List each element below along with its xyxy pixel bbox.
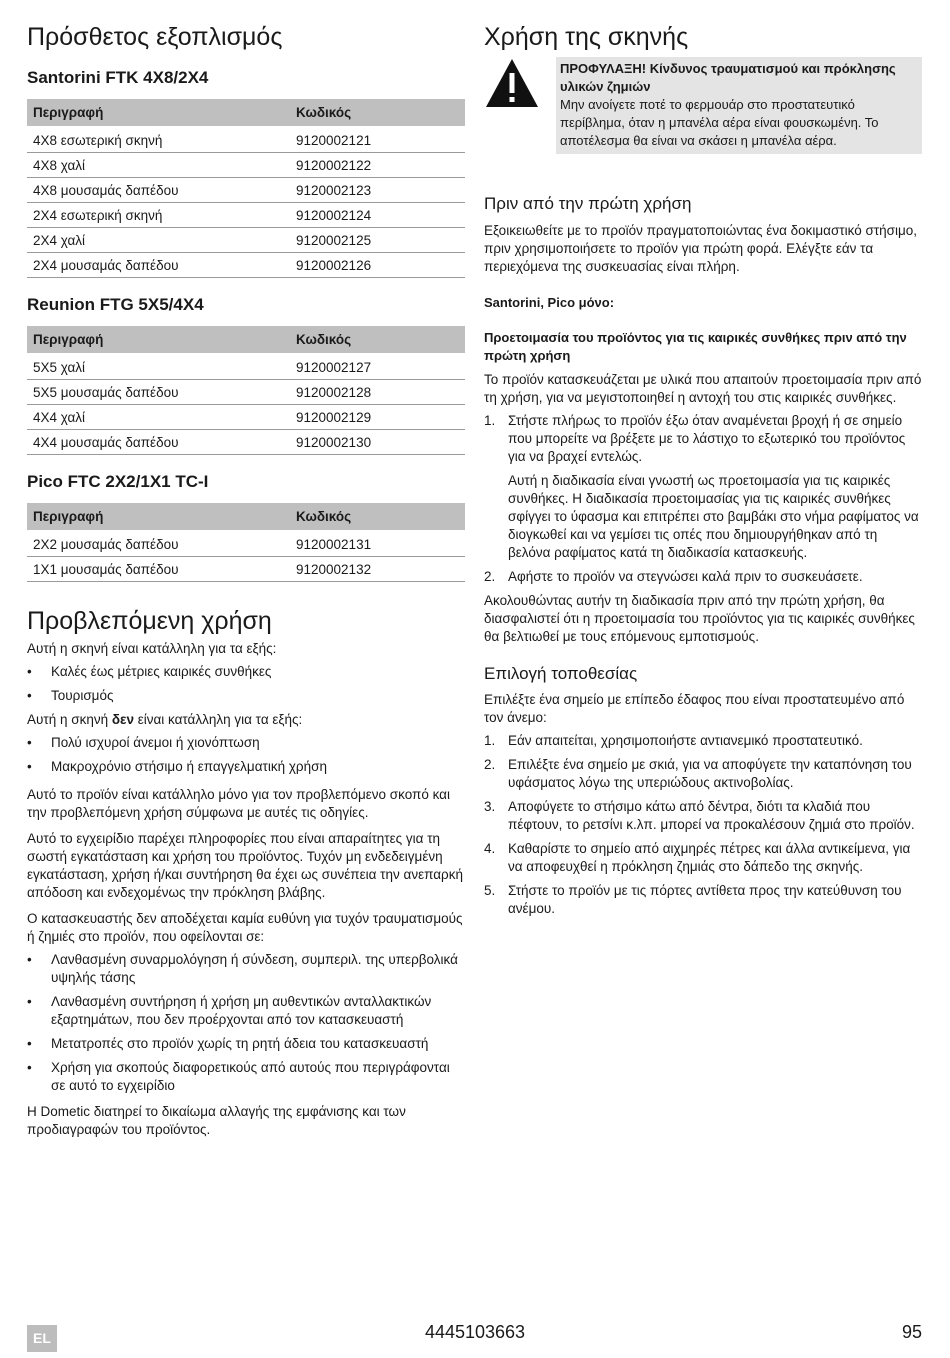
cell-code: 9120002128 <box>290 380 465 405</box>
list-item: • Πολύ ισχυροί άνεμοι ή χιονόπτωση <box>27 734 465 752</box>
accessory-table-santorini <box>27 99 465 278</box>
table-row <box>27 430 465 455</box>
column-header-code: Κωδικός <box>290 99 465 127</box>
step-text: Αποφύγετε το στήσιμο κάτω από δέντρα, διότι τα κλαδιά που πέφτουν, το ρετσίνι κ.λπ. μπορεί να προκαλέσουν ζημιά στο προϊόν. <box>508 799 915 832</box>
table-row <box>27 153 465 178</box>
cell-description: 4X8 εσωτερική σκηνή <box>27 127 290 153</box>
step-text: Επιλέξτε ένα σημείο με σκιά, για να αποφύγετε την καταπόνηση του υφάσματος λόγω της υπεριώδους ακτινοβολίας. <box>508 757 912 790</box>
table-row <box>27 228 465 253</box>
prep-title: Προετοιμασία του προϊόντος για τις καιρικές συνθήκες πριν από την πρώτη χρήση <box>484 330 907 363</box>
step-text: Καθαρίστε το σημείο από αιχμηρές πέτρες και άλλα αντικείμενα, για να αποφευχθεί η πρόκληση ζημιάς στο δάπεδο της σκηνής. <box>508 841 911 874</box>
step-text: Εάν απαιτείται, χρησιμοποιήστε αντιανεμικό προστατευτικό. <box>508 733 863 748</box>
accessories-title: Πρόσθετος εξοπλισμός <box>27 23 283 51</box>
not-suitable-intro: Αυτή η σκηνή δεν είναι κατάλληλη για τα εξής: <box>27 712 303 727</box>
cell-description: 2X4 εσωτερική σκηνή <box>27 203 290 228</box>
column-header-code: Κωδικός <box>290 503 465 531</box>
page-number: 95 <box>901 1322 922 1342</box>
cell-code: 9120002129 <box>290 405 465 430</box>
column-header-description: Περιγραφή <box>27 326 290 354</box>
left-column <box>27 0 465 1139</box>
language-badge: EL <box>27 1325 57 1352</box>
step-item <box>484 732 922 750</box>
table-title: Reunion FTG 5X5/4X4 <box>27 295 204 314</box>
location-intro: Επιλέξτε ένα σημείο με επίπεδο έδαφος που είναι προστατευμένο από τον άνεμο: <box>484 692 905 725</box>
liability-list <box>27 951 465 1095</box>
purpose-paragraph: Αυτό το προϊόν είναι κατάλληλο μόνο για τον προβλεπόμενο σκοπό και την προβλεπόμενη χρήση σύμφωνα με αυτές τις οδηγίες. <box>27 787 450 820</box>
warning-heading: ΠΡΟΦΥΛΑΞΗ! Κίνδυνος τραυματισμού και πρόκλησης υλικών ζημιών <box>560 61 896 94</box>
intended-use-title: Προβλεπόμενη χρήση <box>27 607 272 635</box>
table-row <box>27 203 465 228</box>
step-text: Στήστε πλήρως το προϊόν έξω όταν αναμένεται βροχή ή σε σημείο που μπορείτε να βρέξετε με το λάστιχο το εξωτερικό του προϊόντος για να βραχεί εντελώς. <box>508 413 906 464</box>
cell-code: 9120002125 <box>290 228 465 253</box>
step-number: 1. <box>484 733 496 748</box>
accessory-table-reunion <box>27 326 465 455</box>
cell-description: 4X8 μουσαμάς δαπέδου <box>27 178 290 203</box>
cell-description: 4X8 χαλί <box>27 153 290 178</box>
warning-text: Μην ανοίγετε ποτέ το φερμουάρ στο προστατευτικό περίβλημα, όταν η μπανέλα αέρα είναι φουσκωμένη. Το αποτέλεσμα θα είναι να σκάσει η μπανέλα αέρα. <box>560 97 879 148</box>
table-title: Pico FTC 2X2/1X1 TC-I <box>27 472 209 491</box>
table-row <box>27 531 465 557</box>
liability-paragraph: Ο κατασκευαστής δεν αποδέχεται καμία ευθύνη για τυχόν τραυματισμούς ή ζημιές στο προϊόν, που οφείλονται σε: <box>27 911 463 944</box>
first-use-paragraph: Εξοικειωθείτε με το προϊόν πραγματοποιώντας ένα δοκιμαστικό στήσιμο, πριν χρησιμοποιήσετε το προϊόν για πρώτη φορά. Ελέγξτε εάν τα περιεχόμενα της συσκευασίας είναι πλήρη. <box>484 223 918 274</box>
cell-description: 5X5 μουσαμάς δαπέδου <box>27 380 290 405</box>
list-item: • Χρήση για σκοπούς διαφορετικούς από αυτούς που περιγράφονται σε αυτό το εγχειρίδιο <box>27 1059 465 1095</box>
column-header-description: Περιγραφή <box>27 503 290 531</box>
prep-after-paragraph: Ακολουθώντας αυτήν τη διαδικασία πριν από την πρώτη χρήση, θα διασφαλιστεί ότι η προετοιμασία του προϊόντος για τις καιρικές συνθήκες θα βελτιωθεί με τους επόμενους εμποτισμούς. <box>484 593 915 644</box>
list-item: • Λανθασμένη συντήρηση ή χρήση μη αυθεντικών ανταλλακτικών εξαρτημάτων, που δεν προέρχονται από τον κατασκευαστή <box>27 993 465 1029</box>
table-row <box>27 178 465 203</box>
right-column <box>484 0 922 916</box>
step-extra-text: Αυτή η διαδικασία είναι γνωστή ως προετοιμασία για τις καιρικές συνθήκες. Η διαδικασία προετοιμασίας για τις καιρικές συνθήκες σφίγγει το ύφασμα και επιτρέπει στο βαμβάκι στο νήμα ραφίματος να διογκωθεί και να γεμίσει τις οπές που δημιουργήθηκαν από τη βελόνα ραφίματος κατά τη διαδικασία κατασκευής. <box>508 473 919 560</box>
step-item <box>484 798 922 834</box>
list-item: • Τουρισμός <box>27 687 465 705</box>
step-text: Αφήστε το προϊόν να στεγνώσει καλά πριν το συσκευάσετε. <box>508 569 863 584</box>
cell-description: 4X4 χαλί <box>27 405 290 430</box>
step-item <box>484 882 922 918</box>
step-number: 2. <box>484 757 496 772</box>
table-row <box>27 253 465 278</box>
cell-code: 9120002130 <box>290 430 465 455</box>
table-row <box>27 380 465 405</box>
not-suitable-list <box>27 734 465 776</box>
cell-code: 9120002121 <box>290 127 465 153</box>
prep-paragraph: Το προϊόν κατασκευάζεται με υλικά που απαιτούν προετοιμασία πριν από τη χρήση, για να μεγιστοποιηθεί η αντοχή του στις καιρικές συνθήκες. <box>484 372 922 405</box>
column-header-description: Περιγραφή <box>27 99 290 127</box>
step-item <box>484 412 922 562</box>
suitable-intro: Αυτή η σκηνή είναι κατάλληλη για τα εξής: <box>27 641 277 656</box>
rights-paragraph: Η Dometic διατηρεί το δικαίωμα αλλαγής της εμφάνισης και των προδιαγραφών του προϊόντος. <box>27 1104 406 1137</box>
table-row <box>27 557 465 582</box>
table-title: Santorini FTK 4X8/2X4 <box>27 68 209 87</box>
step-text: Στήστε το προϊόν με τις πόρτες αντίθετα προς την κατεύθυνση του ανέμου. <box>508 883 902 916</box>
list-item: • Μετατροπές στο προϊόν χωρίς τη ρητή άδεια του κατασκευαστή <box>27 1035 465 1053</box>
step-number: 1. <box>484 413 496 428</box>
document-number: 4445103663 <box>424 1322 526 1342</box>
list-item: • Λανθασμένη συναρμολόγηση ή σύνδεση, συμπεριλ. της υπερβολικά υψηλής τάσης <box>27 951 465 987</box>
cell-description: 4X4 μουσαμάς δαπέδου <box>27 430 290 455</box>
cell-code: 9120002123 <box>290 178 465 203</box>
table-body <box>27 354 465 455</box>
column-header-code: Κωδικός <box>290 326 465 354</box>
cell-code: 9120002126 <box>290 253 465 278</box>
prep-steps <box>484 412 922 586</box>
cell-description: 2X4 μουσαμάς δαπέδου <box>27 253 290 278</box>
table-body <box>27 127 465 278</box>
right-content <box>484 193 922 924</box>
accessory-table-pico <box>27 503 465 582</box>
list-item: • Καλές έως μέτριες καιρικές συνθήκες <box>27 663 465 681</box>
cell-description: 1X1 μουσαμάς δαπέδου <box>27 557 290 582</box>
cell-code: 9120002124 <box>290 203 465 228</box>
step-number: 5. <box>484 883 496 898</box>
warning-box <box>556 57 922 154</box>
table-body <box>27 531 465 582</box>
step-item <box>484 756 922 792</box>
location-steps <box>484 732 922 918</box>
cell-code: 9120002127 <box>290 354 465 380</box>
warning-block <box>484 57 922 157</box>
manual-paragraph: Αυτό το εγχειρίδιο παρέχει πληροφορίες που είναι απαραίτητες για τη σωστή εγκατάσταση και χρήση του προϊόντος. Τυχόν μη ενδεδειγμένη εγκατάσταση, χρήση ή/και συντήρηση θα έχει ως συνέπεια την ανεπαρκή απόδοση και ενδεχομένως την πρόκληση βλάβης. <box>27 831 463 900</box>
cell-code: 9120002132 <box>290 557 465 582</box>
list-item: • Μακροχρόνιο στήσιμο ή επαγγελματική χρήση <box>27 758 465 776</box>
step-item <box>484 568 922 586</box>
cell-code: 9120002131 <box>290 531 465 557</box>
warning-triangle-icon <box>484 57 540 109</box>
table-row <box>27 127 465 153</box>
suitable-list <box>27 663 465 705</box>
only-note: Santorini, Pico μόνο: <box>484 295 615 310</box>
cell-description: 5X5 χαλί <box>27 354 290 380</box>
first-use-title: Πριν από την πρώτη χρήση <box>484 194 692 213</box>
location-title: Επιλογή τοποθεσίας <box>484 664 638 683</box>
cell-description: 2X2 μουσαμάς δαπέδου <box>27 531 290 557</box>
table-row <box>27 354 465 380</box>
table-row <box>27 405 465 430</box>
step-number: 3. <box>484 799 496 814</box>
step-number: 4. <box>484 841 496 856</box>
cell-description: 2X4 χαλί <box>27 228 290 253</box>
cell-code: 9120002122 <box>290 153 465 178</box>
step-item <box>484 840 922 876</box>
tent-use-title: Χρήση της σκηνής <box>484 23 689 51</box>
step-number: 2. <box>484 569 496 584</box>
